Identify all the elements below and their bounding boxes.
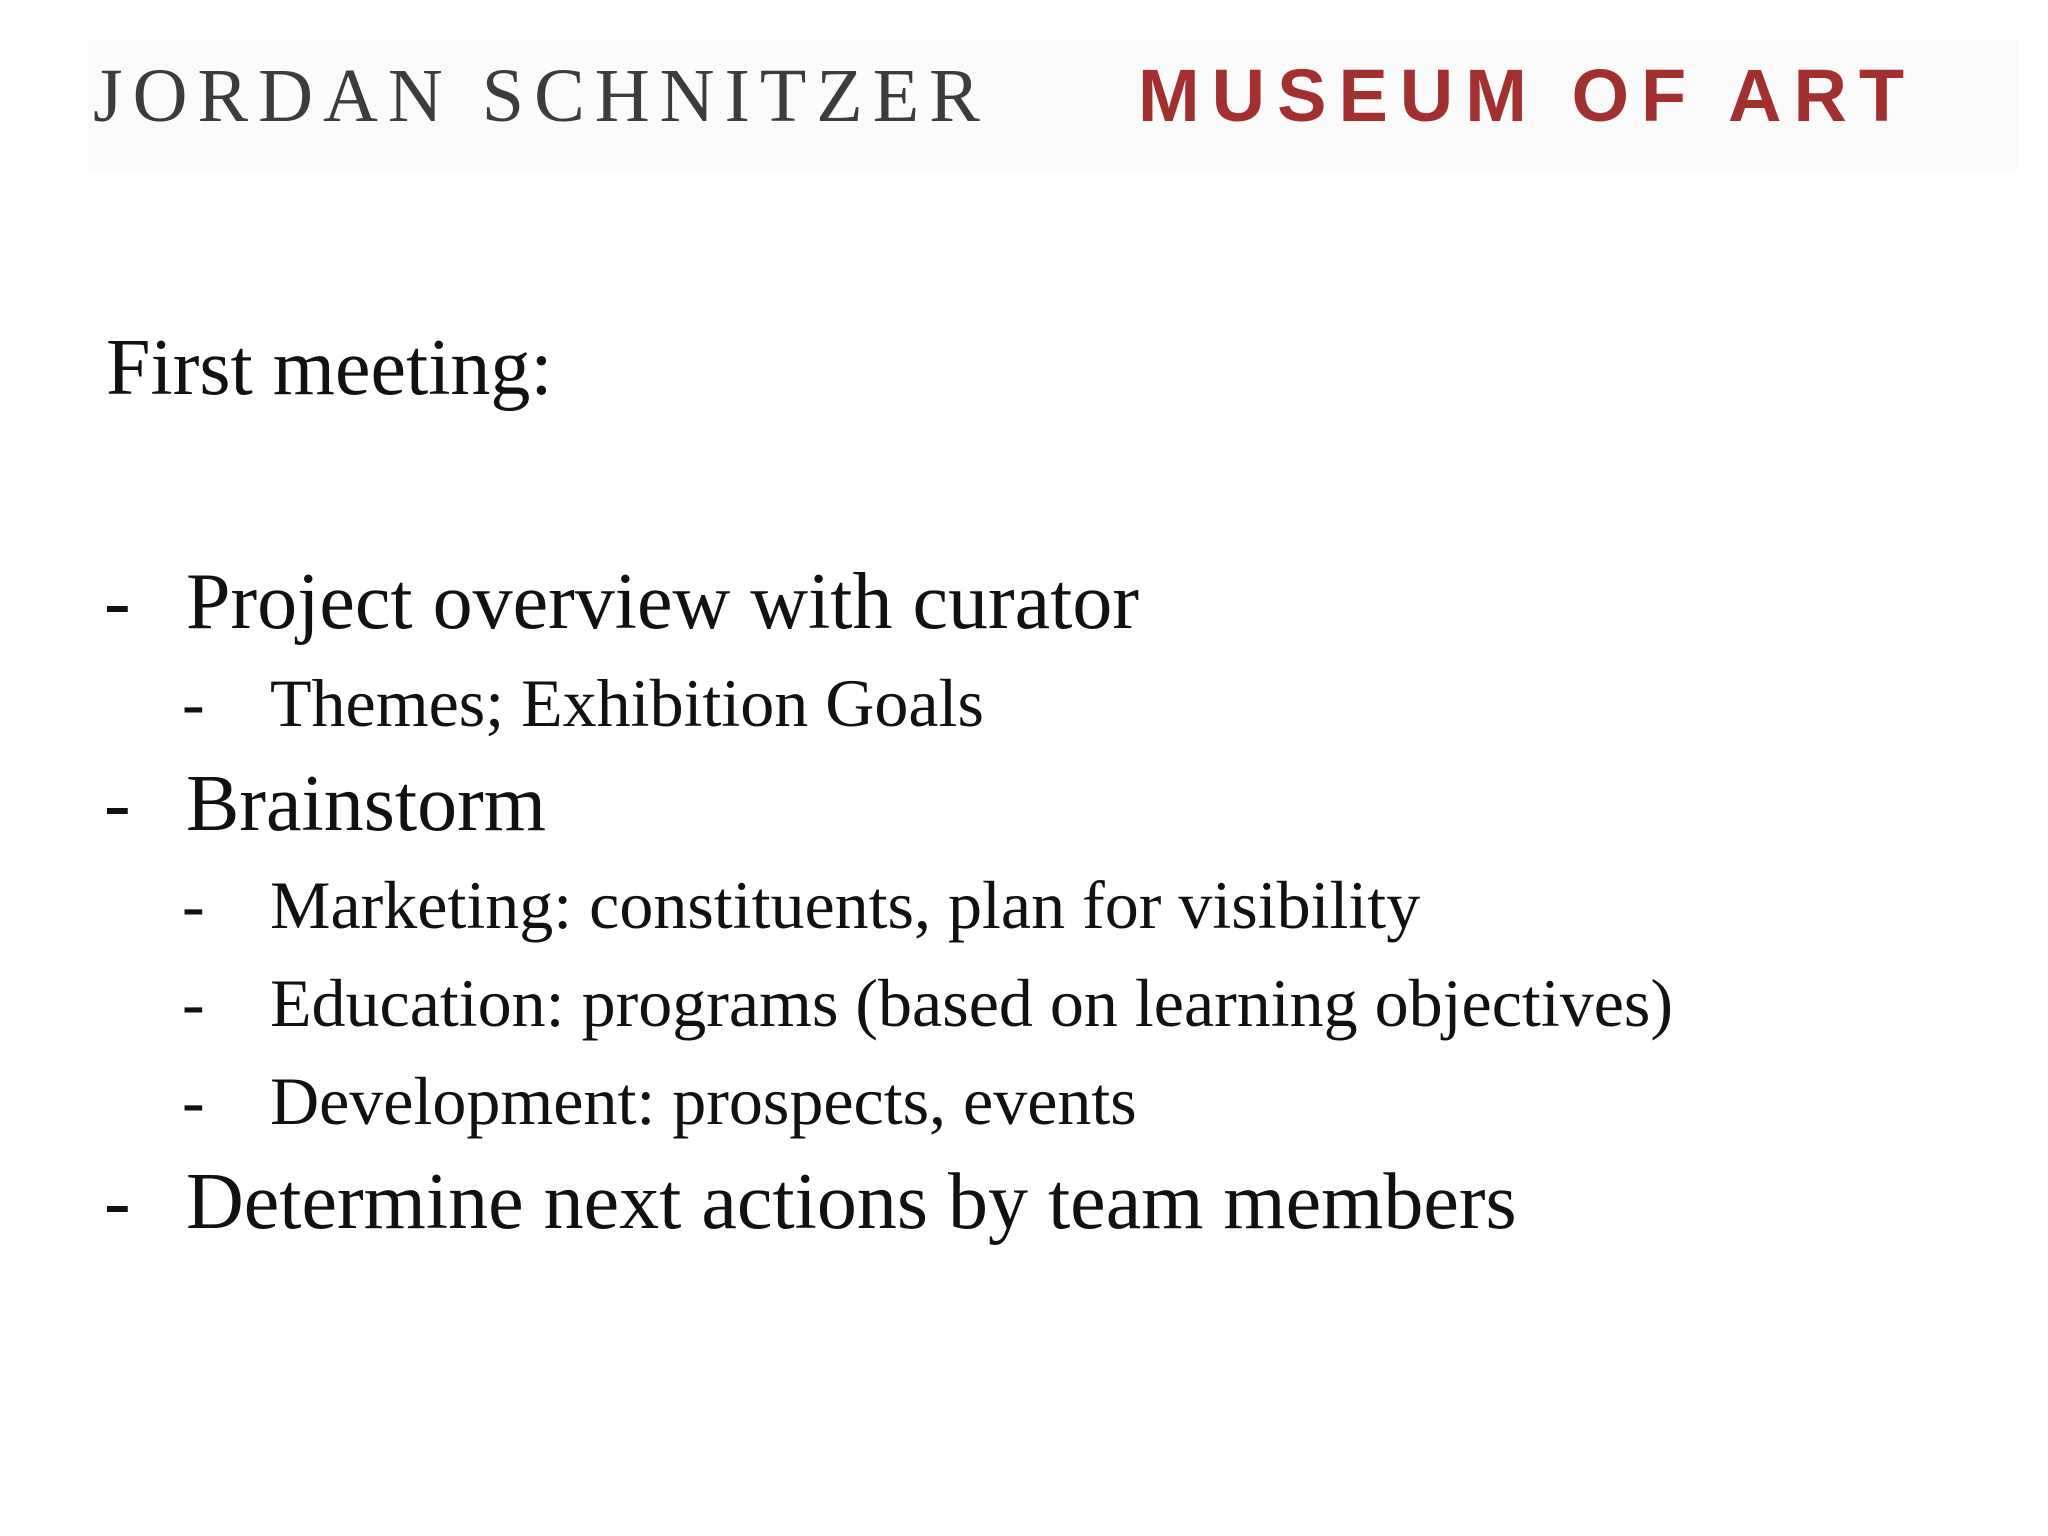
sub-item-label: Themes; Exhibition Goals — [270, 665, 984, 741]
sub-list — [180, 654, 2004, 752]
bullet-dash: - — [104, 558, 131, 646]
agenda-item-label: Brainstorm — [186, 760, 546, 848]
sub-item-label: Marketing: constituents, plan for visibility — [270, 867, 1421, 943]
sub-item-themes — [182, 654, 2004, 752]
bullet-dash: - — [104, 1158, 131, 1246]
agenda-item-label: Project overview with curator — [186, 558, 1140, 646]
agenda-item-brainstorm — [104, 752, 2004, 1150]
bullet-dash: - — [104, 760, 131, 848]
sub-bullet-dash: - — [182, 867, 205, 943]
agenda-item-next-actions — [104, 1150, 2004, 1254]
slide-heading: First meeting: — [106, 324, 553, 412]
sub-item-label: Development: prospects, events — [270, 1063, 1137, 1139]
sub-item-label: Education: programs (based on learning objectives) — [270, 965, 1673, 1041]
logo-wordmark-right: MUSEUM OF ART — [1138, 54, 1917, 137]
sub-bullet-dash: - — [182, 1063, 205, 1139]
sub-list — [180, 856, 2004, 1150]
sub-item-development — [182, 1052, 2004, 1150]
sub-bullet-dash: - — [182, 665, 205, 741]
agenda-item-project-overview — [104, 550, 2004, 752]
sub-item-marketing — [182, 856, 2004, 954]
agenda-item-label: Determine next actions by team members — [186, 1158, 1517, 1246]
museum-logo — [88, 40, 2018, 170]
agenda-outline — [104, 550, 2004, 1254]
sub-bullet-dash: - — [182, 965, 205, 1041]
logo-wordmark-left: JORDAN SCHNITZER — [93, 54, 990, 138]
sub-item-education — [182, 954, 2004, 1052]
